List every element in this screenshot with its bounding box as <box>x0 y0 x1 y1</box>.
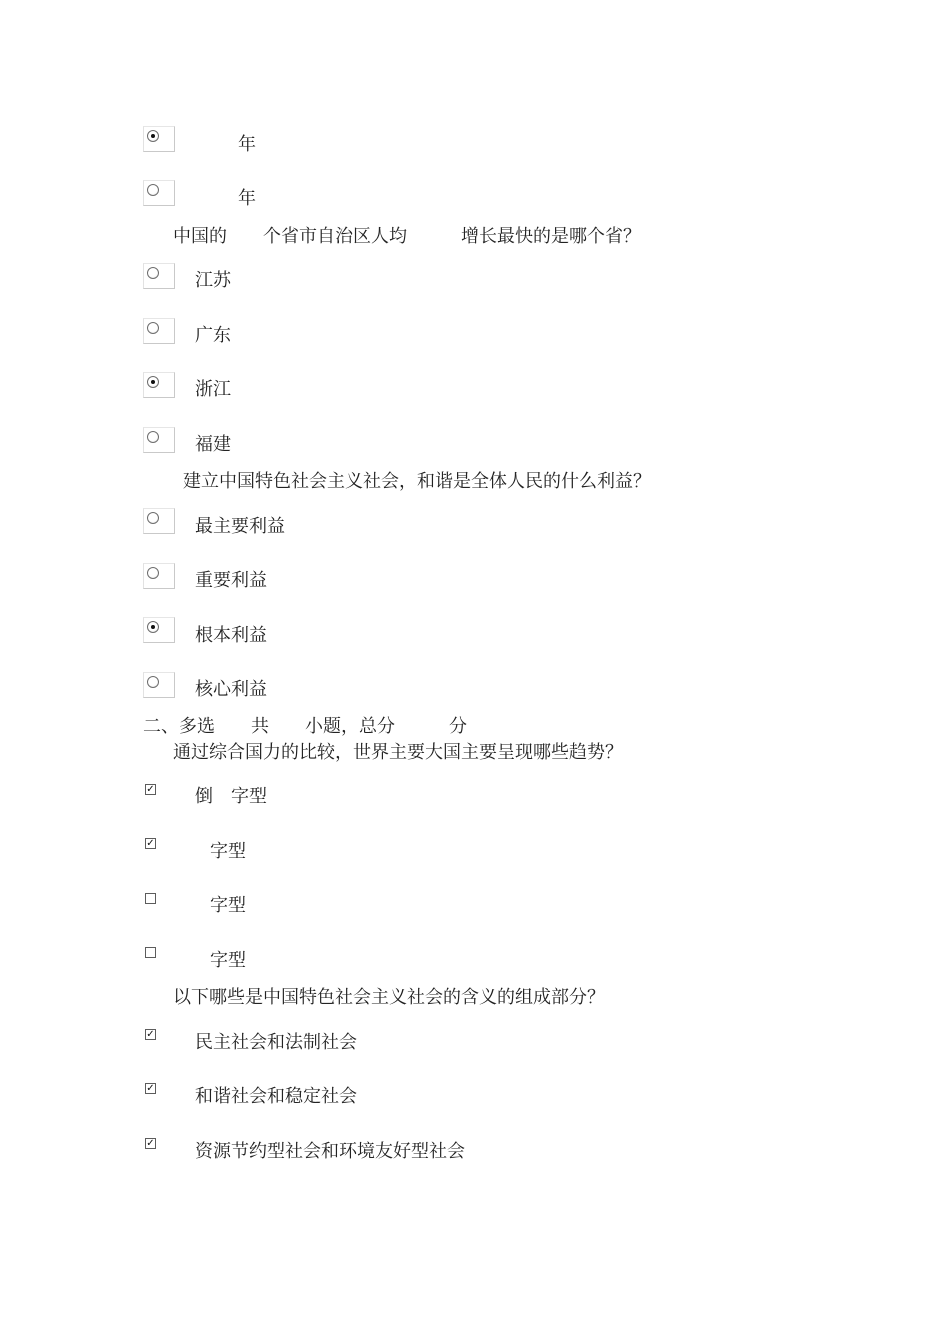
radio-dot-icon <box>151 134 155 138</box>
q2-option-3-label: 浙江 <box>195 379 231 400</box>
checkbox-q5-option-3[interactable] <box>145 1138 156 1149</box>
q2-option-2-label: 广东 <box>195 325 231 346</box>
radio-dot-icon <box>151 380 155 384</box>
checkbox-q4-option-2[interactable] <box>145 838 156 849</box>
q5-option-3-label: 资源节约型社会和环境友好型社会 <box>195 1141 465 1162</box>
check-mark-icon: ✓ <box>146 1083 155 1094</box>
radio-q2-option-3[interactable] <box>143 372 175 398</box>
q2-option-1-label: 江苏 <box>195 270 231 291</box>
section-heading-multi: 二、多选 共 小题，总分 分 <box>143 716 467 737</box>
checkbox-q5-option-2[interactable] <box>145 1083 156 1094</box>
radio-q3-option-4[interactable] <box>143 672 175 698</box>
radio-q2-option-4[interactable] <box>143 427 175 453</box>
radio-q3-option-3[interactable] <box>143 617 175 643</box>
q4-question-text: 通过综合国力的比较，世界主要大国主要呈现哪些趋势？ <box>173 742 623 763</box>
radio-circle-icon <box>147 621 159 633</box>
q3-option-3-label: 根本利益 <box>195 625 267 646</box>
radio-dot-icon <box>151 625 155 629</box>
radio-circle-icon <box>147 567 159 579</box>
q5-question-text: 以下哪些是中国特色社会主义社会的含义的组成部分？ <box>173 987 605 1008</box>
q3-option-2-label: 重要利益 <box>195 570 267 591</box>
radio-circle-icon <box>147 267 159 279</box>
checkbox-q4-option-3[interactable] <box>145 893 156 904</box>
radio-q3-option-2[interactable] <box>143 563 175 589</box>
q3-option-1-label: 最主要利益 <box>195 516 285 537</box>
radio-circle-icon <box>147 130 159 142</box>
check-mark-icon: ✓ <box>146 1029 155 1040</box>
q1-option-2-label: 年 <box>238 188 256 209</box>
radio-circle-icon <box>147 512 159 524</box>
q1-option-1-label: 年 <box>238 134 256 155</box>
radio-circle-icon <box>147 322 159 334</box>
check-mark-icon: ✓ <box>146 1138 155 1149</box>
checkbox-q5-option-1[interactable] <box>145 1029 156 1040</box>
q3-question-text: 建立中国特色社会主义社会，和谐是全体人民的什么利益？ <box>183 471 651 492</box>
checkbox-q4-option-1[interactable] <box>145 784 156 795</box>
q4-option-1-label: 倒 字型 <box>195 786 267 807</box>
q4-option-4-label: 字型 <box>210 950 246 971</box>
q5-option-2-label: 和谐社会和稳定社会 <box>195 1086 357 1107</box>
check-mark-icon: ✓ <box>146 838 155 849</box>
radio-circle-icon <box>147 184 159 196</box>
radio-q2-option-1[interactable] <box>143 263 175 289</box>
q3-option-4-label: 核心利益 <box>195 679 267 700</box>
q4-option-3-label: 字型 <box>210 895 246 916</box>
radio-circle-icon <box>147 676 159 688</box>
q2-question-text: 中国的 个省市自治区人均 增长最快的是哪个省？ <box>173 226 641 247</box>
q5-option-1-label: 民主社会和法制社会 <box>195 1032 357 1053</box>
radio-q3-option-1[interactable] <box>143 508 175 534</box>
q4-option-2-label: 字型 <box>210 841 246 862</box>
radio-circle-icon <box>147 376 159 388</box>
radio-circle-icon <box>147 431 159 443</box>
radio-q2-option-2[interactable] <box>143 318 175 344</box>
check-mark-icon: ✓ <box>146 784 155 795</box>
checkbox-q4-option-4[interactable] <box>145 947 156 958</box>
radio-q1-option-1[interactable] <box>143 126 175 152</box>
q2-option-4-label: 福建 <box>195 434 231 455</box>
radio-q1-option-2[interactable] <box>143 180 175 206</box>
